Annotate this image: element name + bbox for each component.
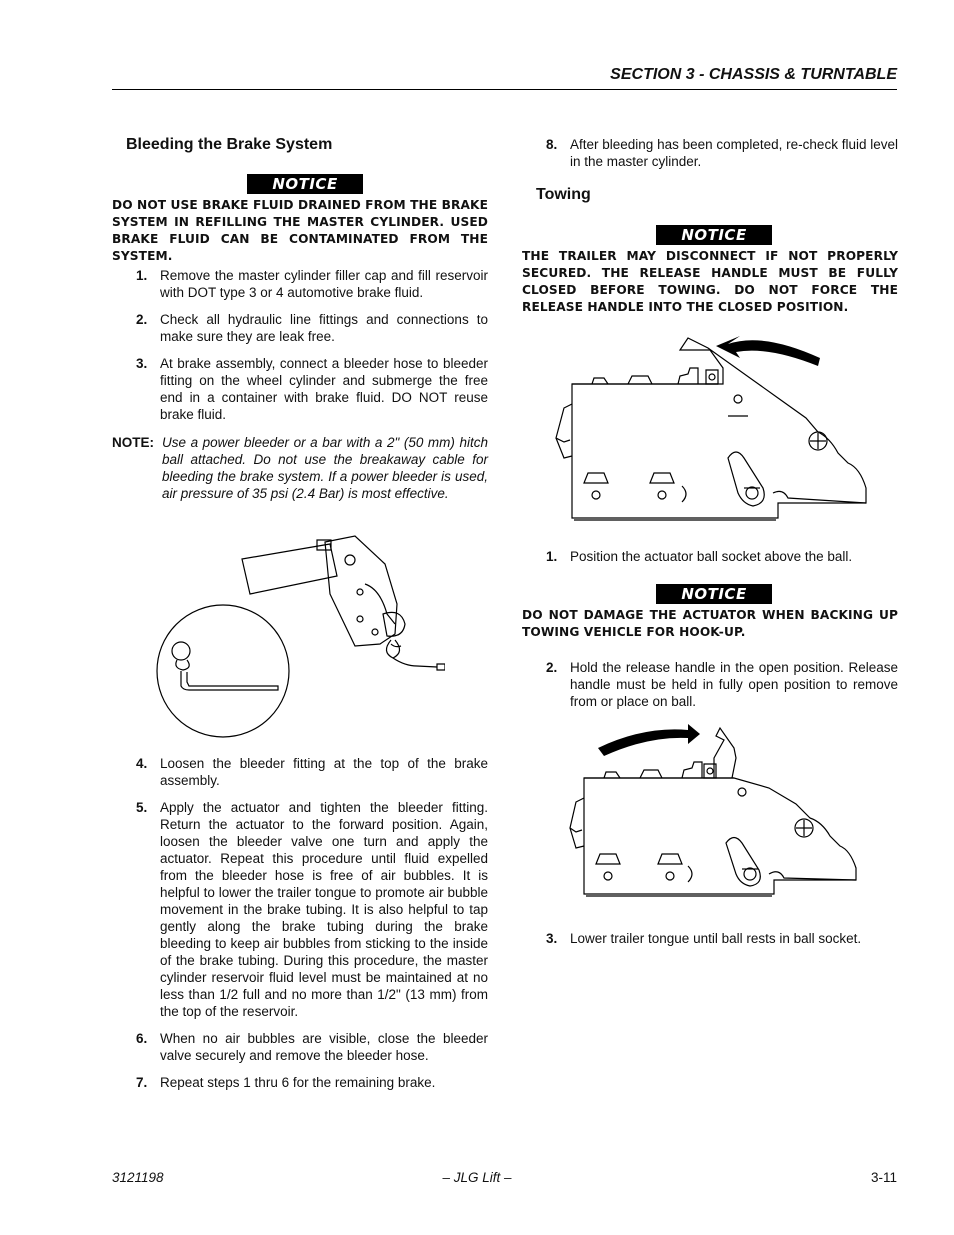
step-text: Lower trailer tongue until ball rests in ball socket. [570,931,862,946]
step-6 [136,1030,488,1064]
step-text: Hold the release handle in the open position. Release handle must be held in fully open position to remove from or place on ball. [570,660,898,709]
step-text: Position the actuator ball socket above the ball. [570,549,853,564]
step-3 [136,355,488,423]
footer-brand: – JLG Lift – [442,1170,512,1185]
notice-badge-towing-1: NOTICE [656,225,772,245]
note-text: Use a power bleeder or a bar with a 2" (50 mm) hitch ball attached. Do not use the breakaway cable for bleeding the brake system. If a power bleeder is used, air pressure of 35 psi (2.4 Bar) is most effective. [162,435,488,501]
heading-bleeding: Bleeding the Brake System [126,136,333,153]
step-text: After bleeding has been completed, re-check fluid level in the master cylinder. [570,137,898,169]
step-number: 1. [546,549,558,564]
step-text: Remove the master cylinder filler cap and fill reservoir with DOT type 3 or 4 automotive brake fluid. [160,268,488,300]
step-number: 3. [136,356,148,371]
towing-step-3 [546,930,898,947]
step-number: 8. [546,137,558,152]
bleeder-illustration [155,534,445,739]
towing-step-2 [546,659,898,710]
actuator-illustration-closed [548,328,870,528]
notice-badge-bleeding: NOTICE [247,174,363,194]
heading-towing: Towing [536,186,591,203]
step-number: 6. [136,1031,148,1046]
step-number: 2. [136,312,148,327]
steps-list-b [136,755,488,1091]
step-text: Loosen the bleeder fitting at the top of the brake assembly. [160,756,488,788]
header-rule [112,89,897,90]
step-number: 2. [546,660,558,675]
step-7 [136,1074,488,1091]
section-title: SECTION 3 - CHASSIS & TURNTABLE [610,66,897,83]
notice-text-towing-2: DO NOT DAMAGE THE ACTUATOR WHEN BACKING UP TOWING VEHICLE FOR HOOK-UP. [522,608,898,639]
step-number: 5. [136,800,148,815]
step-number: 7. [136,1075,148,1090]
notice-badge-towing-2: NOTICE [656,584,772,604]
step-number: 4. [136,756,148,771]
page-number: 3-11 [870,1170,897,1185]
note-block [112,434,488,502]
notice-text-bleeding: DO NOT USE BRAKE FLUID DRAINED FROM THE BRAKE SYSTEM IN REFILLING THE MASTER CYLINDER. USED BRAKE FLUID CAN BE CONTAMINATED FROM THE SYSTEM. [112,198,488,263]
note-label: NOTE: [112,435,154,450]
actuator-illustration-open [564,718,862,902]
step-text: Check all hydraulic line fittings and connections to make sure they are leak free. [160,312,488,344]
step-number: 3. [546,931,558,946]
step-text: Apply the actuator and tighten the bleeder fitting. Return the actuator to the forward position. Again, loosen the bleeder valve one turn and apply the actuator. Repeat this procedure until fluid expelled from the bleeder hose is free of air bubbles. It is helpful to lower the trailer tongue to promote air bubble movement in the brake tubing. It is also helpful to tap gently along the brake tubing during the brake bleeding to keep air bubbles from sticking to the inside of the brake tubing. During this procedure, the master cylinder reservoir fluid level must be maintained at no less than 1/2 full and no more than 1/2" (13 mm) from the top of the reservoir. [160,800,488,1019]
step-5 [136,799,488,1020]
steps-list-a [136,267,488,423]
towing-step-1 [546,548,898,565]
step-1 [136,267,488,301]
doc-number: 3121198 [112,1170,164,1185]
step-number: 1. [136,268,148,283]
notice-text-towing-1: THE TRAILER MAY DISCONNECT IF NOT PROPERLY SECURED. THE RELEASE HANDLE MUST BE FULLY CLOSED BEFORE TOWING. DO NOT FORCE THE RELEASE HANDLE INTO THE CLOSED POSITION. [522,249,898,314]
step-2 [136,311,488,345]
step-text: At brake assembly, connect a bleeder hose to bleeder fitting on the wheel cylinder and submerge the free end in a container with brake fluid. DO NOT reuse brake fluid. [160,356,488,422]
step-8 [546,136,898,170]
step-text: Repeat steps 1 thru 6 for the remaining brake. [160,1075,436,1090]
step-text: When no air bubbles are visible, close the bleeder valve securely and remove the bleeder hose. [160,1031,488,1063]
step-4 [136,755,488,789]
